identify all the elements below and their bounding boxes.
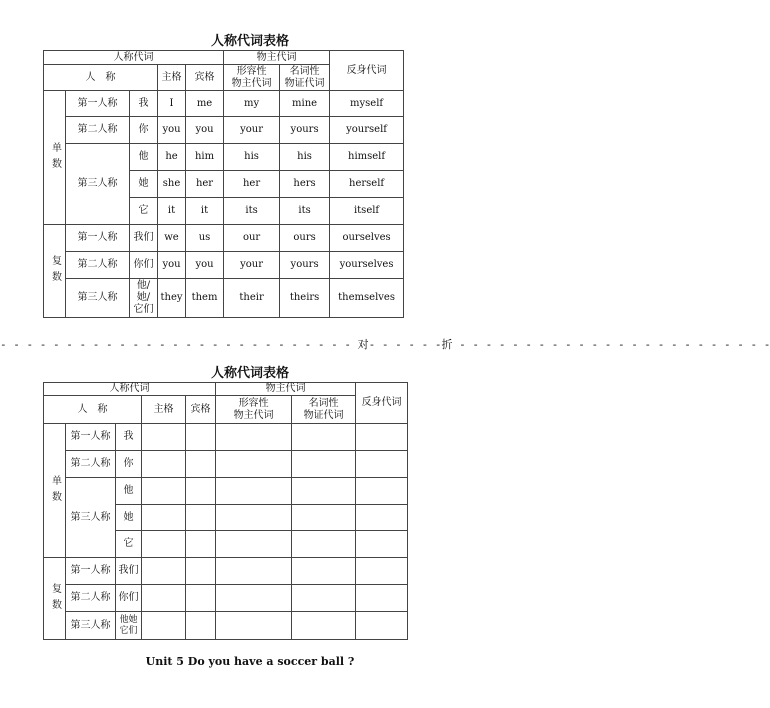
blank-cell: [216, 478, 292, 505]
header-possessive-pronoun: 物主代词: [216, 383, 356, 396]
blank-cell: [356, 505, 408, 531]
blank-cell: [356, 451, 408, 478]
subject-cell: I: [158, 91, 186, 117]
cn-pronoun: 她: [116, 505, 142, 531]
blank-cell: [186, 531, 216, 558]
cn-pronoun: 你: [130, 117, 158, 144]
person-third-singular: 第三人称: [66, 144, 130, 225]
blank-cell: [216, 505, 292, 531]
reflexive-cell: herself: [330, 171, 404, 198]
person-second-singular: 第二人称: [66, 451, 116, 478]
person-second-singular: 第二人称: [66, 117, 130, 144]
header-adj-possessive: 形容性 物主代词: [216, 396, 292, 424]
adj-possessive-cell: your: [224, 117, 280, 144]
blank-cell: [292, 424, 356, 451]
object-cell: you: [186, 117, 224, 144]
cn-pronoun: 你: [116, 451, 142, 478]
singular-label: 单数: [44, 91, 66, 225]
blank-cell: [186, 612, 216, 640]
singular-label: 单数: [44, 424, 66, 558]
blank-cell: [216, 531, 292, 558]
plural-label: 复数: [44, 558, 66, 640]
header-noun-possessive: 名词性 物证代词: [280, 65, 330, 91]
cn-pronoun: 它: [116, 531, 142, 558]
header-object: 宾格: [186, 65, 224, 91]
fold-line: - - - - - - - - - - - - - - - - - - - - - - - - - - - 对- - - - - -折 - - - - - - - - - - - - - - - - - - - - - - - -: [0, 338, 770, 351]
header-person: 人 称: [44, 65, 158, 91]
adj-possessive-cell: its: [224, 198, 280, 225]
blank-cell: [186, 478, 216, 505]
header-personal-pronoun: 人称代词: [44, 51, 224, 65]
cn-pronoun: 你们: [130, 252, 158, 279]
cn-pronoun: 我: [116, 424, 142, 451]
object-cell: her: [186, 171, 224, 198]
noun-possessive-cell: yours: [280, 252, 330, 279]
blank-cell: [356, 585, 408, 612]
adj-possessive-cell: her: [224, 171, 280, 198]
subject-cell: it: [158, 198, 186, 225]
cn-pronoun: 我: [130, 91, 158, 117]
blank-cell: [142, 505, 186, 531]
subject-cell: you: [158, 117, 186, 144]
header-person: 人 称: [44, 396, 142, 424]
object-cell: them: [186, 279, 224, 318]
person-third-plural: 第三人称: [66, 279, 130, 318]
blank-cell: [356, 478, 408, 505]
reflexive-cell: ourselves: [330, 225, 404, 252]
person-second-plural: 第二人称: [66, 585, 116, 612]
blank-cell: [186, 505, 216, 531]
person-first-singular: 第一人称: [66, 424, 116, 451]
pronoun-table-blank: [43, 382, 408, 640]
object-cell: him: [186, 144, 224, 171]
adj-possessive-cell: our: [224, 225, 280, 252]
cn-pronoun: 它: [130, 198, 158, 225]
plural-label: 复数: [44, 225, 66, 318]
reflexive-cell: themselves: [330, 279, 404, 318]
adj-possessive-cell: your: [224, 252, 280, 279]
blank-cell: [292, 585, 356, 612]
cn-pronoun: 他/ 她/ 它们: [130, 279, 158, 318]
cn-pronoun: 你们: [116, 585, 142, 612]
table1-title: 人称代词表格: [210, 34, 289, 49]
blank-cell: [186, 585, 216, 612]
blank-cell: [142, 585, 186, 612]
blank-cell: [142, 451, 186, 478]
reflexive-cell: myself: [330, 91, 404, 117]
header-possessive-pronoun: 物主代词: [224, 51, 330, 65]
noun-possessive-cell: theirs: [280, 279, 330, 318]
blank-cell: [142, 558, 186, 585]
person-first-plural: 第一人称: [66, 225, 130, 252]
person-third-plural: 第三人称: [66, 612, 116, 640]
header-reflexive: 反身代词: [330, 51, 404, 91]
blank-cell: [142, 612, 186, 640]
noun-possessive-cell: mine: [280, 91, 330, 117]
object-cell: me: [186, 91, 224, 117]
person-first-plural: 第一人称: [66, 558, 116, 585]
adj-possessive-cell: their: [224, 279, 280, 318]
adj-possessive-cell: his: [224, 144, 280, 171]
subject-cell: she: [158, 171, 186, 198]
subject-cell: he: [158, 144, 186, 171]
noun-possessive-cell: its: [280, 198, 330, 225]
object-cell: us: [186, 225, 224, 252]
object-cell: it: [186, 198, 224, 225]
cn-pronoun: 我们: [130, 225, 158, 252]
header-reflexive: 反身代词: [356, 383, 408, 424]
header-adj-possessive: 形容性 物主代词: [224, 65, 280, 91]
reflexive-cell: itself: [330, 198, 404, 225]
blank-cell: [216, 424, 292, 451]
blank-cell: [292, 531, 356, 558]
noun-possessive-cell: hers: [280, 171, 330, 198]
cn-pronoun: 他她 它们: [116, 612, 142, 640]
blank-cell: [356, 424, 408, 451]
subject-cell: we: [158, 225, 186, 252]
reflexive-cell: yourselves: [330, 252, 404, 279]
blank-cell: [186, 558, 216, 585]
blank-cell: [292, 505, 356, 531]
blank-cell: [216, 558, 292, 585]
header-object: 宾格: [186, 396, 216, 424]
person-first-singular: 第一人称: [66, 91, 130, 117]
noun-possessive-cell: yours: [280, 117, 330, 144]
cn-pronoun: 我们: [116, 558, 142, 585]
reflexive-cell: yourself: [330, 117, 404, 144]
blank-cell: [292, 478, 356, 505]
header-noun-possessive: 名词性 物证代词: [292, 396, 356, 424]
blank-cell: [292, 558, 356, 585]
reflexive-cell: himself: [330, 144, 404, 171]
blank-cell: [216, 585, 292, 612]
blank-cell: [186, 451, 216, 478]
blank-cell: [142, 531, 186, 558]
header-subject: 主格: [158, 65, 186, 91]
person-second-plural: 第二人称: [66, 252, 130, 279]
subject-cell: they: [158, 279, 186, 318]
cn-pronoun: 他: [130, 144, 158, 171]
object-cell: you: [186, 252, 224, 279]
header-personal-pronoun: 人称代词: [44, 383, 216, 396]
noun-possessive-cell: ours: [280, 225, 330, 252]
blank-cell: [292, 612, 356, 640]
noun-possessive-cell: his: [280, 144, 330, 171]
blank-cell: [186, 424, 216, 451]
pronoun-table-filled: [43, 50, 404, 318]
adj-possessive-cell: my: [224, 91, 280, 117]
subject-cell: you: [158, 252, 186, 279]
header-subject: 主格: [142, 396, 186, 424]
blank-cell: [216, 451, 292, 478]
table2-title: 人称代词表格: [210, 366, 289, 381]
blank-cell: [142, 478, 186, 505]
blank-cell: [216, 612, 292, 640]
unit-title: Unit 5 Do you have a soccer ball ?: [145, 655, 355, 668]
cn-pronoun: 她: [130, 171, 158, 198]
blank-cell: [356, 558, 408, 585]
cn-pronoun: 他: [116, 478, 142, 505]
person-third-singular: 第三人称: [66, 478, 116, 558]
blank-cell: [356, 531, 408, 558]
blank-cell: [292, 451, 356, 478]
blank-cell: [356, 612, 408, 640]
blank-cell: [142, 424, 186, 451]
